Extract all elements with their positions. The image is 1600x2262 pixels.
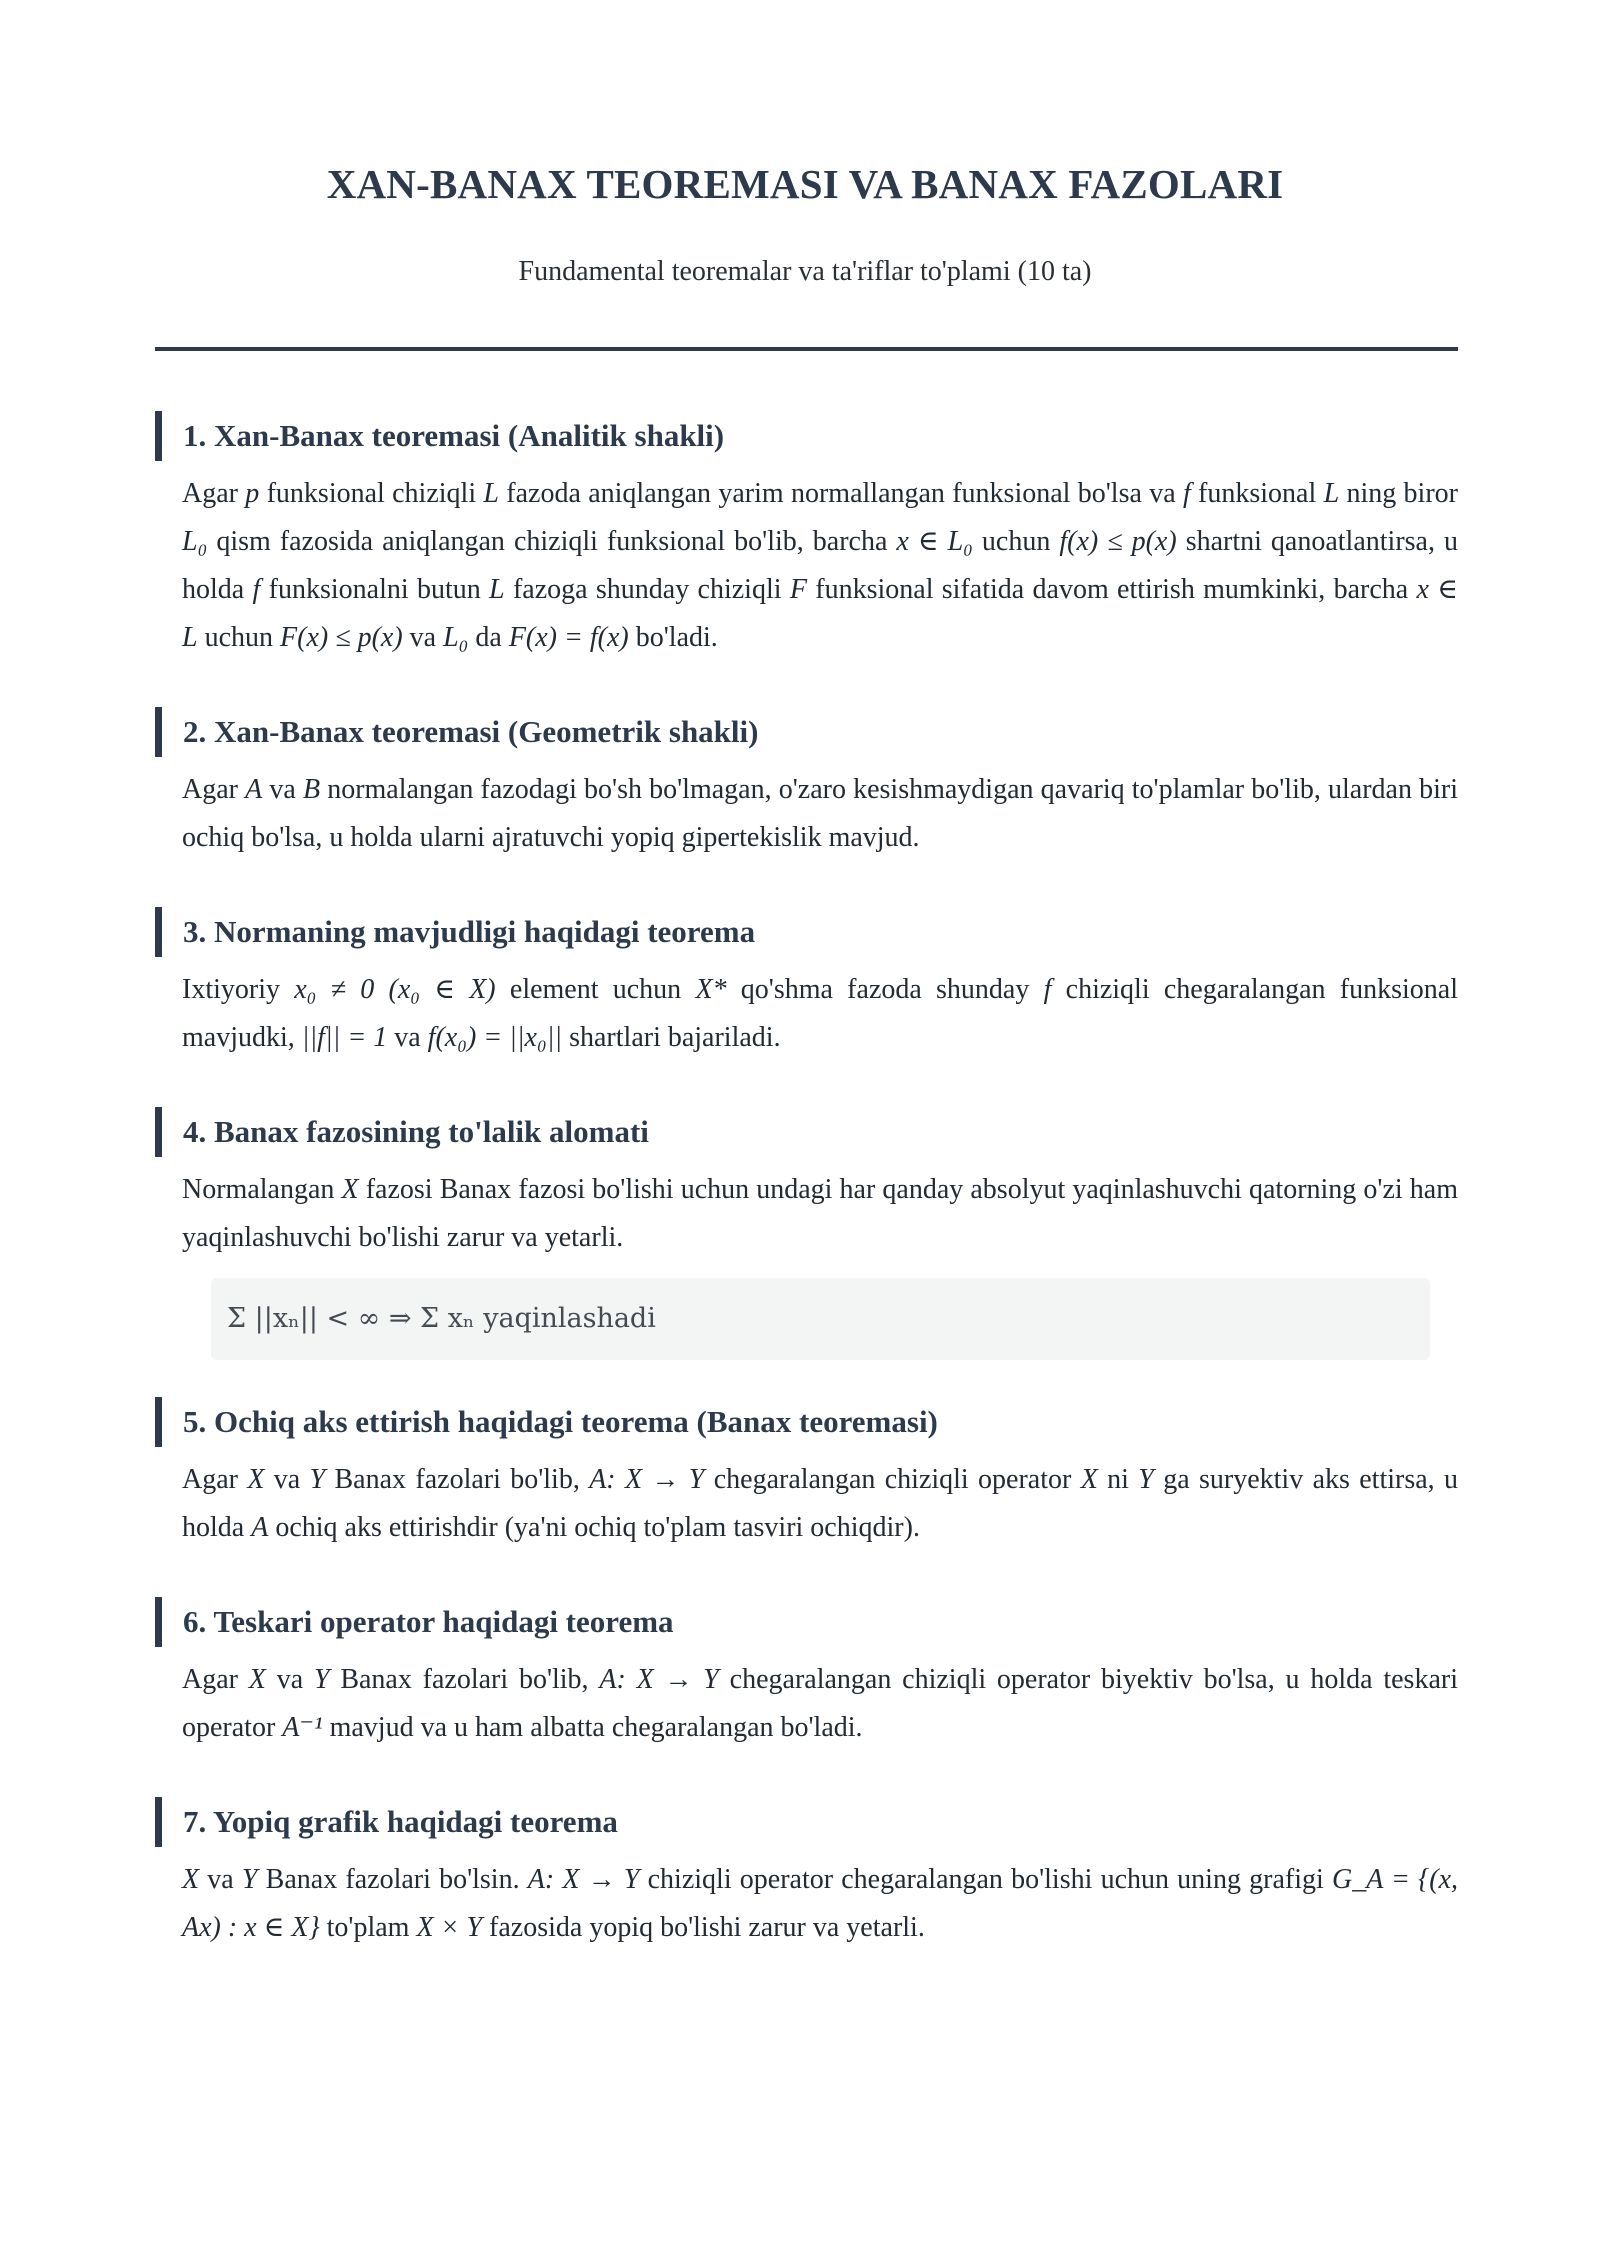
section-body: Agar p funksional chiziqli L fazoda aniqlangan yarim normallangan funksional bo'lsa va f funksional L ning biror L₀ qism fazosida aniqlangan chiziqli funksional bo'lib, barcha x ∈ L₀ uchun f(x) ≤ p(x) shartni qanoatlantirsa, u holda f funksionalni butun L fazoga shunday chiziqli F funksional sifatida davom ettirish mumkinki, barcha x ∈ L uchun F(x) ≤ p(x) va L₀ da F(x) = f(x) bo'ladi. [182,478,1458,653]
math-expression: L [1323,478,1340,509]
section-body: Agar A va B normalangan fazodagi bo'sh bo'lmagan, o'zaro kesishmaydigan qavariq to'plamlar bo'lib, ulardan biri ochiq bo'lsa, u holda ularni ajratuvchi yopiq gipertekislik mavjud. [182,774,1458,853]
math-expression: f [1182,478,1191,509]
section-body: Agar X va Y Banax fazolari bo'lib, A: X → Y chegaralangan chiziqli operator X ni Y ga suryektiv aks ettirsa, u holda A ochiq aks ettirishdir (ya'ni ochiq to'plam tasviri ochiqdir). [182,1464,1459,1543]
theorem-section [155,1106,1458,1360]
math-expression: X [1080,1464,1098,1495]
math-expression: f [1043,974,1052,1005]
theorem-section [155,1596,1458,1752]
math-expression: Y [313,1664,330,1695]
math-expression: X [247,1464,265,1495]
math-expression: L₀ [443,622,469,653]
section-heading-text: 7. Yopiq grafik haqidagi teorema [183,1804,618,1839]
section-heading-text: 1. Xan-Banax teoremasi (Analitik shakli) [183,418,725,453]
section-accent-bar [155,1107,162,1157]
math-expression: A [245,774,263,805]
section-body: Ixtiyoriy x₀ ≠ 0 (x₀ ∈ X) element uchun X* qo'shma fazoda shunday f chiziqli chegaralangan funksional mavjudki, ||f|| = 1 va f(x₀) = ||x₀|| shartlari bajariladi. [182,974,1458,1053]
math-expression: A: X → Y [599,1664,719,1695]
math-expression: A: X → Y [589,1464,705,1495]
document-title: XAN-BANAX TEOREMASI VA BANAX FAZOLARI [326,161,1284,207]
math-expression: f [252,574,261,605]
theorem-section [155,1396,1458,1552]
section-heading-text: 2. Xan-Banax teoremasi (Geometrik shakli) [183,714,759,749]
section-accent-bar [155,1597,162,1647]
section-accent-bar [155,907,162,957]
math-expression: x₀ ≠ 0 (x₀ ∈ X) [294,974,496,1005]
math-expression: X [182,1864,200,1895]
math-expression: L [489,574,505,605]
math-expression: f(x₀) = ||x₀|| [427,1022,563,1053]
math-expression: F(x) = f(x) [508,622,629,653]
section-accent-bar [155,411,162,461]
section-body: X va Y Banax fazolari bo'lsin. A: X → Y chiziqli operator chegaralangan bo'lishi uchun uning grafigi G_A = {(x, Ax) : x ∈ X} to'plam X × Y fazosida yopiq bo'lishi zarur va yetarli. [182,1864,1459,1943]
section-heading [155,1106,1458,1158]
section-heading [155,410,1458,462]
theorem-section [155,706,1458,862]
formula-box: Σ ||xₙ|| < ∞ ⇒ Σ xₙ yaqinlashadi [211,1278,1430,1360]
section-heading [155,1396,1458,1448]
section-body: Normalangan X fazosi Banax fazosi bo'lishi uchun undagi har qanday absolyut yaqinlashuvchi qatorning o'zi ham yaqinlashuvchi bo'lishi zarur va yetarli. [182,1174,1458,1253]
section-heading-text: 6. Teskari operator haqidagi teorema [183,1604,674,1639]
theorem-section [155,410,1458,662]
section-heading-text: 5. Ochiq aks ettirish haqidagi teorema (Banax teoremasi) [183,1404,938,1439]
theorem-section [155,906,1458,1062]
math-expression: X [341,1174,359,1205]
math-expression: ||f|| = 1 [301,1022,388,1053]
section-heading-text: 3. Normaning mavjudligi haqidagi teorema [183,914,756,949]
section-heading-text: 4. Banax fazosining to'lalik alomati [183,1114,649,1149]
math-expression: G_A = {(x, Ax) : x ∈ X} [182,1864,1459,1943]
section-heading [155,1796,1458,1848]
document-subtitle: Fundamental teoremalar va ta'riflar to'plami (10 ta) [518,256,1092,287]
section-body: Agar X va Y Banax fazolari bo'lib, A: X → Y chegaralangan chiziqli operator biyektiv bo'lsa, u holda teskari operator A⁻¹ mavjud va u ham albatta chegaralangan bo'ladi. [182,1664,1458,1743]
math-expression: L₀ [182,526,208,557]
section-accent-bar [155,1797,162,1847]
math-expression: A⁻¹ [282,1712,323,1743]
math-expression: Y [241,1864,258,1895]
math-expression: X [248,1664,266,1695]
section-accent-bar [155,707,162,757]
math-expression: A [251,1512,269,1543]
math-expression: x ∈ L₀ [896,526,973,557]
math-expression: Y [309,1464,326,1495]
math-expression: X × Y [416,1912,483,1943]
math-expression: X* [695,974,727,1005]
math-expression: L [483,478,499,509]
math-expression: F [789,574,807,605]
section-accent-bar [155,1397,162,1447]
section-heading [155,906,1458,958]
math-expression: A: X → Y [527,1864,640,1895]
math-expression: Y [1138,1464,1154,1495]
theorem-section [155,1796,1458,1952]
title-divider [155,347,1458,351]
section-heading [155,1596,1458,1648]
math-expression: f(x) ≤ p(x) [1059,526,1177,557]
math-expression: B [302,774,321,805]
theorem-list [155,410,1458,1952]
section-heading [155,706,1458,758]
math-expression: F(x) ≤ p(x) [280,622,403,653]
math-expression: x ∈ L [182,574,1458,653]
math-expression: p [245,478,260,509]
